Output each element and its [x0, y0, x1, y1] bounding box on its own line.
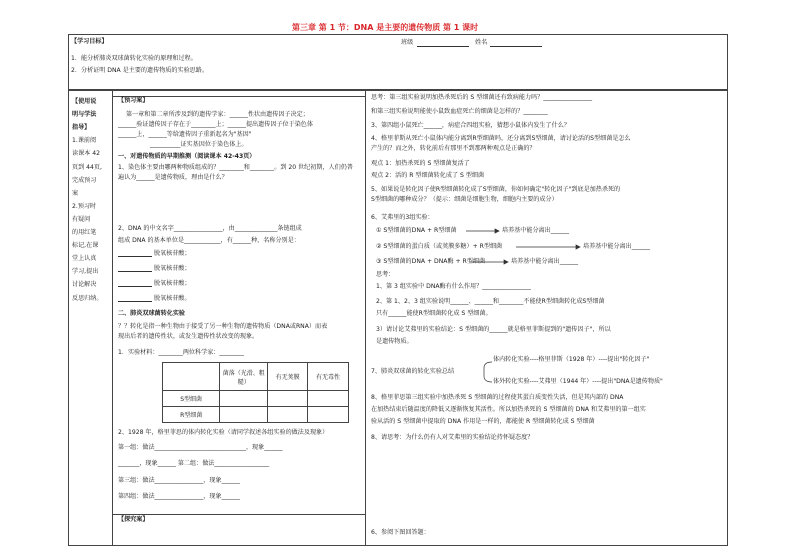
instruction-line: 【使用说: [72, 98, 97, 105]
table-header: 有无荚膜: [268, 363, 308, 391]
exp-result: 培养基中能分离出______: [502, 227, 570, 234]
exp-result: 培养基中能分离出______: [583, 243, 651, 250]
instruction-line: 1.课前阅: [72, 137, 97, 145]
note-line: 在加热结束后随温度的降低又逐渐恢复其活性。所以加热杀死的 S 型细菌的 DNA 和艾弗里的第一组实: [371, 406, 646, 413]
nucleotide-item: 脱氧核苷酸；: [154, 250, 191, 257]
goal-item: 2．分析证明 DNA 是主要的遗传物质的实验思路。: [71, 67, 208, 74]
avery-exp: ② S型细菌的蛋白质（或荚膜多糖）+ R型细菌: [376, 243, 503, 250]
instruction-line: 2.预习时: [72, 202, 97, 210]
instruction-line: 反思归纳。: [72, 294, 103, 302]
material-line: 1．实验材料：________两位科学家：________: [118, 349, 244, 356]
table-cell: S型细菌: [163, 391, 220, 407]
question-line: 5、如果说是转化因子使R型细菌转化成了S型细菌，你如何确定"转化因子"到底是加热杀死的: [371, 186, 621, 193]
nucleotide-item: 脱氧核苷酸；: [154, 265, 191, 272]
question-line: 产生的？而之外，转化前后有那里不到那两种观点是正确的？: [371, 145, 536, 152]
instruction-line: 学习,提出: [72, 268, 99, 276]
instruction-line: 讨论解决: [72, 281, 97, 289]
instruction-line: 指导】: [72, 124, 91, 132]
section1-line: 1、染色体主要由哪两种物质组成的？________和________。到 20 世纪初期，人们仍普: [118, 164, 353, 171]
section3-heading: 二、肺炎双球菌转化实验: [118, 310, 186, 317]
instruction-line: 完成预习: [72, 176, 97, 184]
section2-line: 组成 DNA 的基本单位是____________，有______种，名称分别是：: [118, 237, 300, 244]
instruction-line: 页到 44页,: [72, 163, 102, 171]
name-label: 姓名: [475, 39, 488, 46]
table-header: 有无毒性: [308, 363, 349, 391]
thinking-line: 是遗传物质。: [376, 338, 413, 345]
note-line: 8、格里菲思第三组实验中加热杀死 S 型细菌的过程使其蛋白质变性失活，但是其内部的 DNA: [371, 394, 624, 401]
group-line: 第三组：做法________________，现象______: [118, 477, 240, 484]
table-header: 菌落（光滑、粗糙）: [220, 363, 268, 391]
arrow-head: [576, 245, 580, 249]
thinking-line: 1、第 3 组实验中 DNA酶有什么作用？________________: [376, 283, 531, 290]
summary-brace: [484, 362, 492, 382]
explore-heading: 【探究案】: [118, 516, 149, 523]
intro-line: __________证实基因位于染色体上。: [150, 141, 248, 148]
instruction-line: 有疑问: [72, 215, 91, 223]
question-line: 6、艾弗里的3组实验：: [371, 214, 434, 221]
goal-item: 1．能分析肺炎双球菌转化实验的原理和过程。: [71, 55, 197, 62]
page-title: 第三章 第 1 节：DNA 是主要的遗传物质 第 1 课时: [292, 23, 479, 32]
summary-bottom: 体外转化实验----艾弗里（1944 年）----提出"DNA是遗传物质": [493, 378, 663, 385]
intro-line: 第一章和第二章所涉及到的遗传学家：______性状由遗传因子决定；: [126, 111, 309, 118]
thinking-line: 3）请讨论艾弗里的实验结论：S 型细菌的______就是格里菲斯提到的"遗传因子"，所以: [376, 326, 611, 333]
preview-heading: 【预习案】: [118, 97, 149, 104]
group-line: 第四组：做法________________，现象______: [118, 493, 240, 500]
section1-heading: 一、对遗传物质的早期推测（阅读课本 42-43页）: [118, 153, 256, 160]
question-line: S型细菌的哪种成分？（提示：细菌是细胞生物，细胞内主要的成分）: [371, 196, 558, 203]
question-line: 4、格里菲斯从死亡小鼠体内能分离到R型细菌吗，还分离到S型细菌，请讨论活的S型细菌是怎么: [371, 135, 631, 142]
view-line: 观点 2：活的 R 型细菌转化成了 S 型细菌: [371, 172, 485, 179]
intro-line: ______验证遗传因子存在于________上；______提出遗传因子位于染色体: [118, 121, 313, 128]
section3-line: ？？转化是指一种生物由于接受了另一种生物的遗传物质（DNA或RNA）而表: [118, 323, 328, 330]
nucleotide-item: 脱氧核苷酸；: [154, 280, 191, 287]
section1-line: 遍认为______是遗传物质，理由是什么？: [118, 174, 228, 181]
avery-exp: ③ S型细菌的DNA + DNA酶 + R型细菌: [376, 258, 486, 265]
question-line: 8、请思考：为什么仍有人对艾弗里的实验结论持怀疑态度？: [371, 434, 534, 441]
instruction-line: 堂上认真: [72, 255, 97, 263]
group-line: _______，现象______ 第二组：做法__________________: [118, 460, 270, 467]
group-line: 第一组：做法______________________________，现象______: [118, 444, 283, 451]
question-line: 3、第四组小鼠死亡______，病症合四组实验，猜想小鼠体内发生了什么？: [371, 122, 570, 129]
thinking-line: 2、第 1、2、3 组实验说明______、______和________不能使R型细菌转化成S型细菌: [376, 298, 605, 305]
arrow-head: [504, 260, 508, 264]
question-line: 思考：第三组实验说明加热杀死后的 S 型细菌还有致病能力吗？________________: [371, 94, 593, 101]
nucleotide-item: 脱氧核苷酸。: [154, 295, 191, 302]
table-cell: R型细菌: [163, 407, 220, 423]
arrow-head: [495, 229, 499, 233]
question-line: 6、参阅下图回答题：: [371, 529, 430, 536]
note-line: 验从活的 S 型细菌中提取的 DNA 作用是一样的，都能使 R 型细菌转化成 S 型细菌: [371, 418, 595, 425]
question-line: 和第三组实验说明能使小鼠致血症死亡的细菌是怎样的？________: [371, 108, 548, 115]
instruction-line: 读课本 42: [72, 150, 100, 158]
exp-result: 培养基中能分离出______: [511, 258, 579, 265]
avery-exp: ① S型细菌的DNA + R型细菌: [376, 227, 457, 234]
instruction-line: 的用红笔: [72, 229, 97, 236]
instruction-line: 标记,在课: [72, 242, 99, 250]
instruction-line: 明与学法: [72, 111, 97, 119]
griffith-line: 2、1928 年，格里菲思的体内转化实验（请同学叙述各组实验的做法及现象）: [118, 429, 329, 436]
section2-line: 2、DNA 的中文名字________________，由______________条链组成: [118, 225, 302, 232]
goals-heading: 【学习目标】: [71, 38, 108, 45]
instruction-line: 案: [72, 189, 79, 197]
view-line: 观点 1：加热杀死的 S 型细菌复活了: [371, 160, 470, 167]
intro-line: ______上，______等给遗传因子重新起名为"基因": [118, 131, 252, 138]
section3-line: 现出后者的遗传性状，或发生遗传性状改变的现象。: [118, 333, 259, 340]
class-label: 班级: [401, 39, 414, 46]
summary-label: 7、肺炎双球菌的转化实验总结: [371, 368, 455, 375]
thinking-line: 只有______能使R型细菌转化成 S 型细菌。: [376, 310, 492, 317]
thinking-label: 思考：: [376, 271, 395, 278]
summary-top: 体内转化实验----格里菲斯（1928 年）----提出"转化因子": [493, 356, 650, 363]
